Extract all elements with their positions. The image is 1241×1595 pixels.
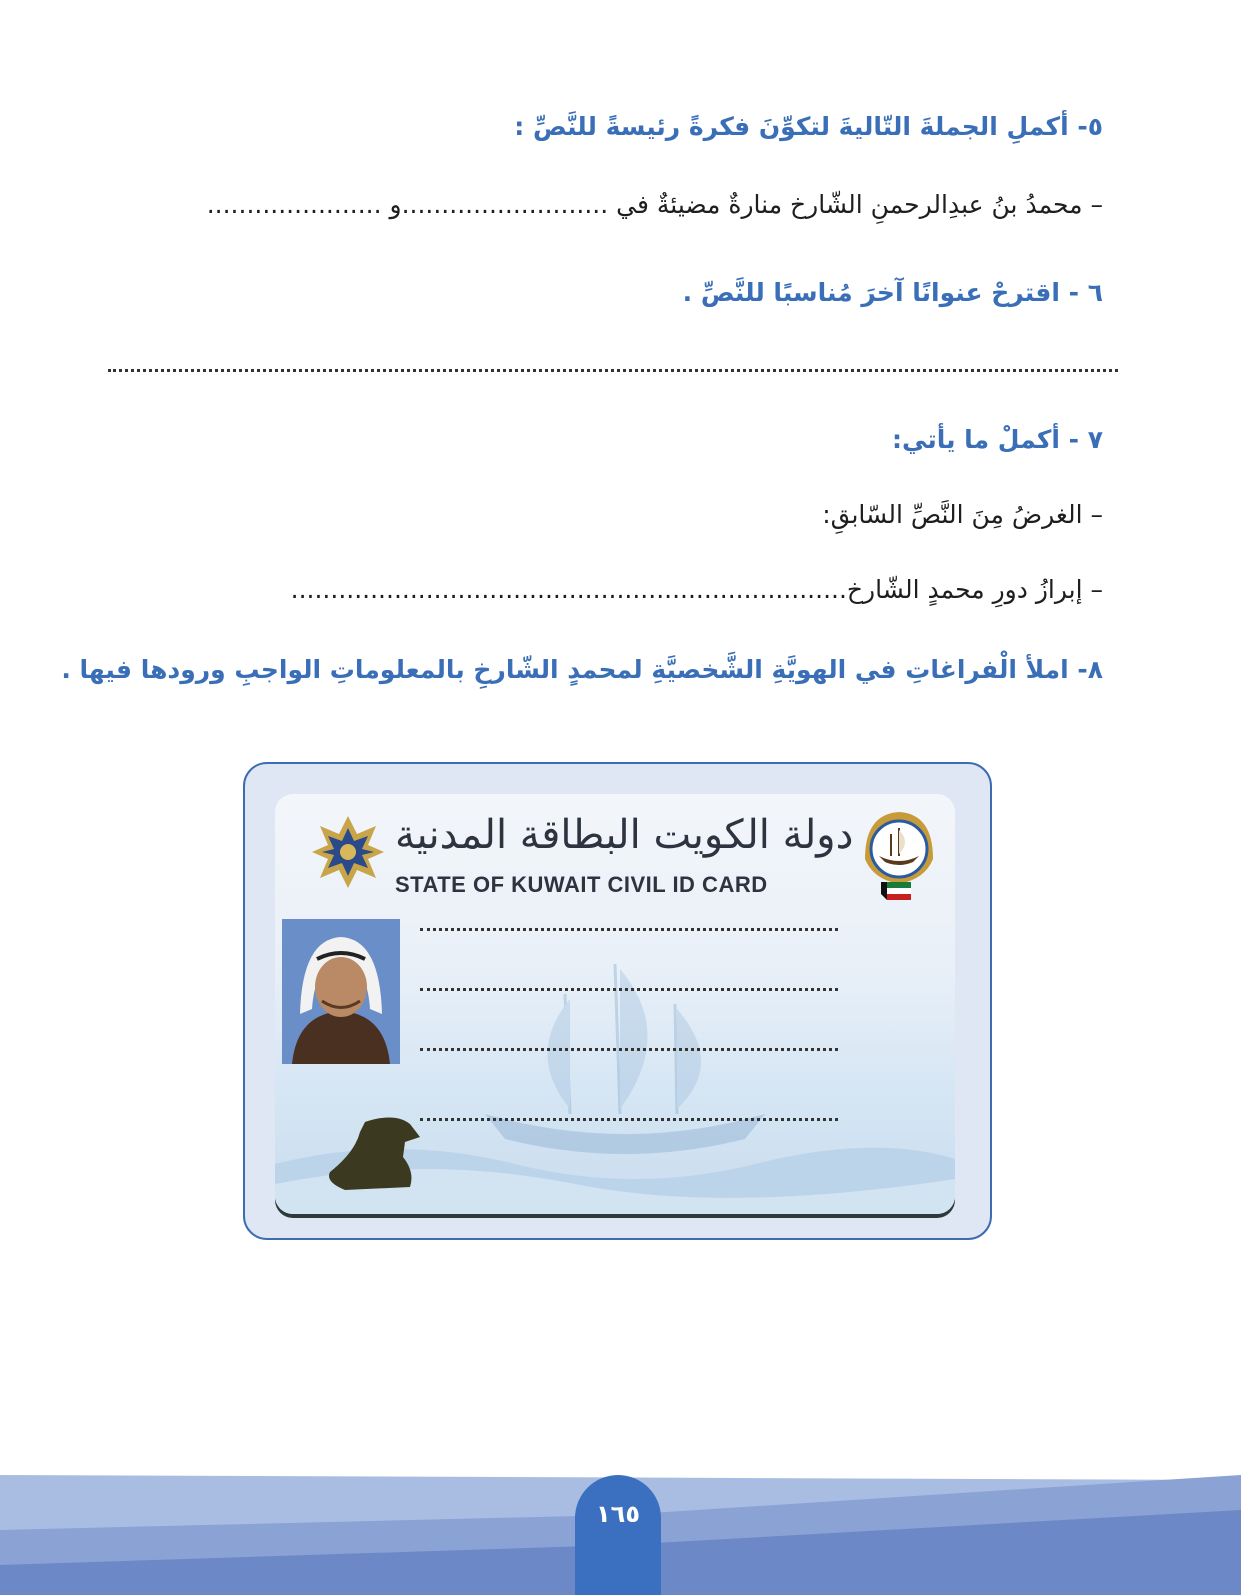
page-number-badge [575, 1475, 661, 1595]
question-8-heading: ٨- املأ الْفراغاتِ في الهويَّةِ الشَّخصيَّةِ لمحمدٍ الشّارخِ بالمعلوماتِ الواجبِ ورودها فيها . [61, 655, 1103, 684]
question-6-heading: ٦ - اقترحْ عنوانًا آخرَ مُناسبًا للنَّصِّ . [682, 278, 1103, 307]
question-7-line-2: – إبرازُ دورِ محمدٍ الشّارخ...................................................................... [290, 575, 1103, 604]
civil-id-card [275, 794, 955, 1214]
portrait-photo [282, 919, 400, 1064]
card-field-2[interactable] [420, 984, 838, 991]
card-field-3[interactable] [420, 1044, 838, 1051]
question-7-line-1: – الغرضُ مِنَ النَّصِّ السّابقِ: [822, 500, 1103, 529]
answer-line-q6[interactable] [108, 355, 1118, 372]
card-title-english: STATE OF KUWAIT CIVIL ID CARD [395, 872, 768, 897]
page-number: ١٦٥ [596, 1500, 640, 1528]
kuwait-map-icon [325, 1112, 425, 1192]
card-title-arabic: دولة الكويت البطاقة المدنية [395, 812, 854, 858]
question-5-line: – محمدُ بنُ عبدِالرحمنِ الشّارخ منارةٌ مضيئةٌ في ..........................و ...................... [206, 190, 1103, 219]
ship-watermark [445, 944, 805, 1174]
card-field-1[interactable] [420, 924, 838, 931]
id-card-frame [243, 762, 992, 1240]
kuwait-coat-of-arms-icon [855, 804, 943, 914]
kuwait-star-emblem-icon [310, 814, 386, 890]
question-7-heading: ٧ - أكملْ ما يأتي: [892, 425, 1103, 454]
card-field-4[interactable] [420, 1114, 838, 1121]
question-5-heading: ٥- أكملِ الجملةَ التّاليةَ لتكوِّنَ فكرةً رئيسةً للنَّصِّ : [514, 112, 1103, 141]
